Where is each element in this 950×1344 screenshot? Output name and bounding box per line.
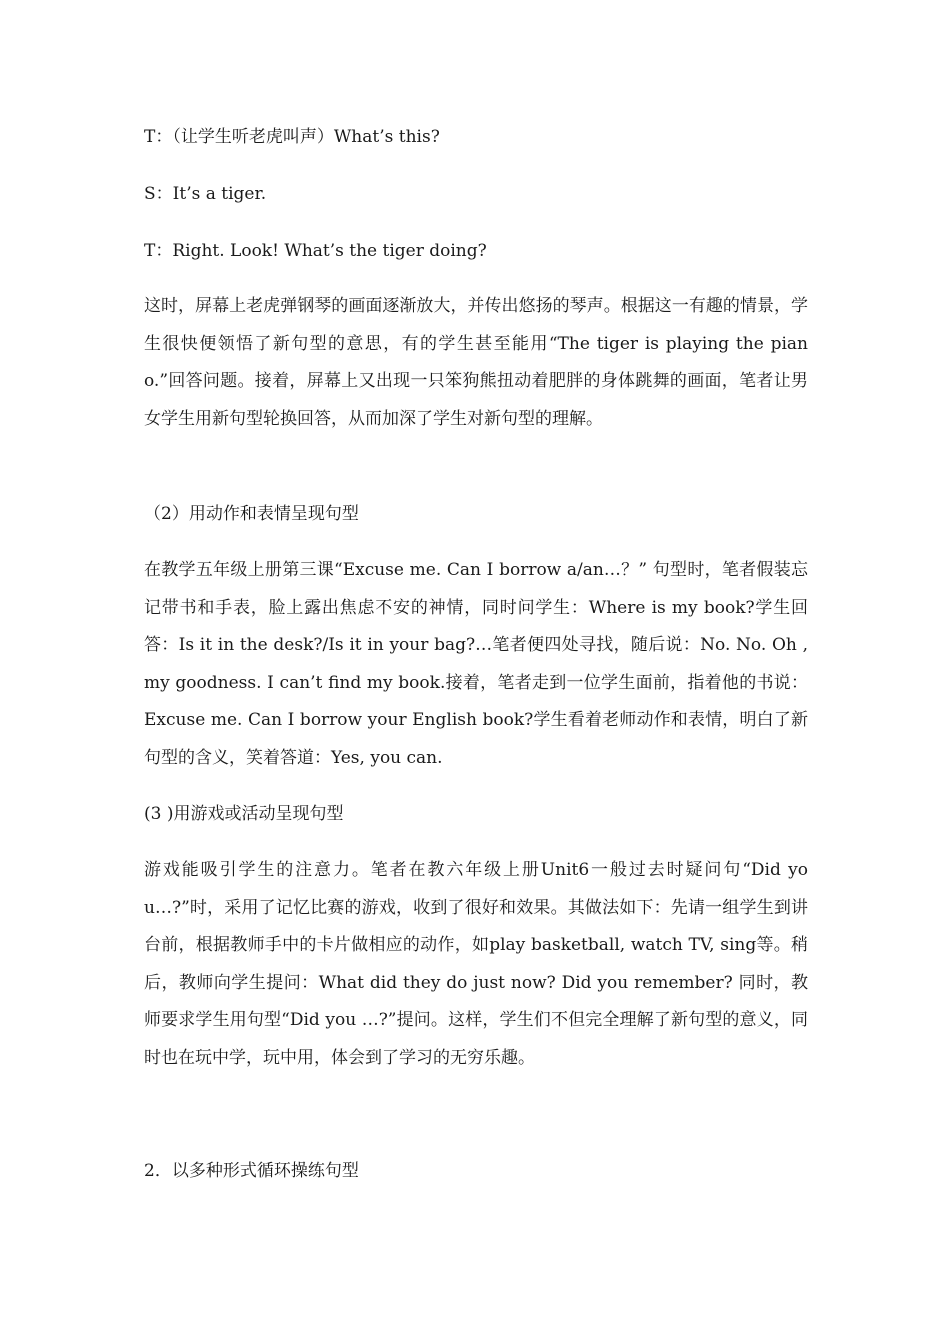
dialogue-line-student-answer: S：It’s a tiger. (144, 184, 267, 204)
subheading-actions-expressions: （2）用动作和表情呈现句型 (144, 504, 359, 524)
section-heading-practice: 2．以多种形式循环操练句型 (144, 1161, 359, 1181)
subheading-games-activities: (3 )用游戏或活动呈现句型 (144, 804, 344, 824)
dialogue-line-teacher-question: T：（让学生听老虎叫声）What’s this? (144, 127, 440, 147)
dialogue-line-teacher-followup: T：Right. Look! What’s the tiger doing? (144, 241, 487, 261)
paragraph-memory-game: 游戏能吸引学生的注意力。笔者在教六年级上册Unit6一般过去时疑问句“Did you…?”时，采用了记忆比赛的游戏，收到了很好和效果。其做法如下：先请一组学生到讲台前，根据教师手中的卡片做相应的动作，如play basketball, watch TV, sing等。稍后，教师向学生提问：What did they do just now? Did you remember? 同时，教师要求学生用句型“Did you …?”提问。这样，学生们不但完全理解了新句型的意义，同时也在玩中学，玩中用，体会到了学习的无穷乐趣。 (144, 860, 808, 1068)
paragraph-tiger-scene: 这时，屏幕上老虎弹钢琴的画面逐渐放大，并传出悠扬的琴声。根据这一有趣的情景，学生很快便领悟了新句型的意思，有的学生甚至能用“The tiger is playing the piano.”回答问题。接着，屏幕上又出现一只笨狗熊扭动着肥胖的身体跳舞的画面，笔者让男女学生用新句型轮换回答，从而加深了学生对新句型的理解。 (144, 296, 808, 429)
paragraph-borrow-book: 在教学五年级上册第三课“Excuse me. Can I borrow a/an…？” 句型时，笔者假装忘记带书和手表，脸上露出焦虑不安的神情，同时问学生：Where is my book?学生回答：Is it in the desk?/Is it in your bag?…笔者便四处寻找，随后说：No. No. Oh , my goodness. I can’t find my book.接着，笔者走到一位学生面前，指着他的书说：Excuse me. Can I borrow your English book?学生看着老师动作和表情，明白了新句型的含义，笑着答道：Yes, you can. (144, 560, 808, 768)
